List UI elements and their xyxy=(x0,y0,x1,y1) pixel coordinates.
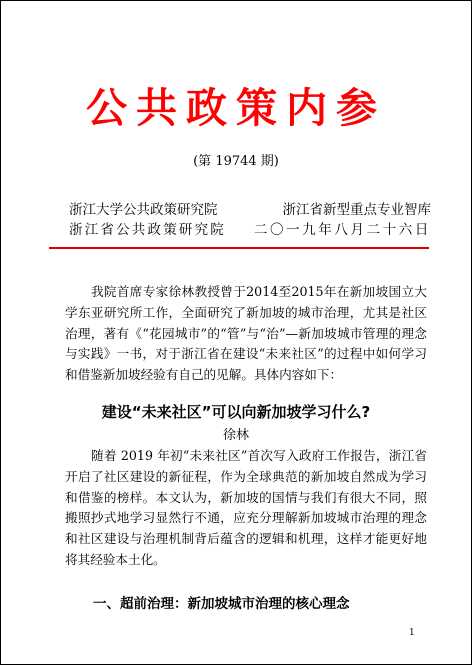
org-think-tank: 浙江省新型重点专业智库 xyxy=(282,202,431,218)
issue-date: 二〇一九年八月二十六日 xyxy=(253,222,431,238)
section-heading: 一、超前治理：新加坡城市治理的核心理念 xyxy=(93,596,350,612)
org-zju-institute: 浙江大学公共政策研究院 xyxy=(69,202,218,218)
masthead-title: 公共政策内参 xyxy=(86,84,386,132)
org-provincial-institute: 浙江省公共政策研究院 xyxy=(69,222,226,238)
org-row-2 xyxy=(69,221,431,239)
red-divider xyxy=(49,247,429,249)
page-number: 1 xyxy=(409,628,415,638)
body-paragraph: 随着 2019 年初“未来社区”首次写入政府工作报告，浙江省开启了社区建设的新征程，作为全球典范的新加坡自然成为学习和借鉴的榜样。本文认为，新加坡的国情与我们有很大不同，照搬照抄式地学习显然行不通，应充分理解新加坡城市治理的理念和社区建设与治理机制背后蕴含的逻辑和机理，这样才能更好地将其经验本土化。 xyxy=(65,448,427,567)
issue-number: (第 19744 期) xyxy=(193,154,279,169)
intro-paragraph: 我院首席专家徐林教授曾于2014至2015年在新加坡国立大学东亚研究所工作，全面研究了新加坡的城市治理，尤其是社区治理，著有《“花园城市”的“管”与“治”—新加坡城市管理的理念与实践》一书，对于浙江省在建设“未来社区”的过程中如何学习和借鉴新加坡经验有自己的见解。具体内容如下： xyxy=(65,284,427,383)
article-author: 徐林 xyxy=(222,428,249,443)
org-row-1 xyxy=(69,201,431,219)
article-title: 建设“未来社区”可以向新加坡学习什么? xyxy=(101,403,371,421)
